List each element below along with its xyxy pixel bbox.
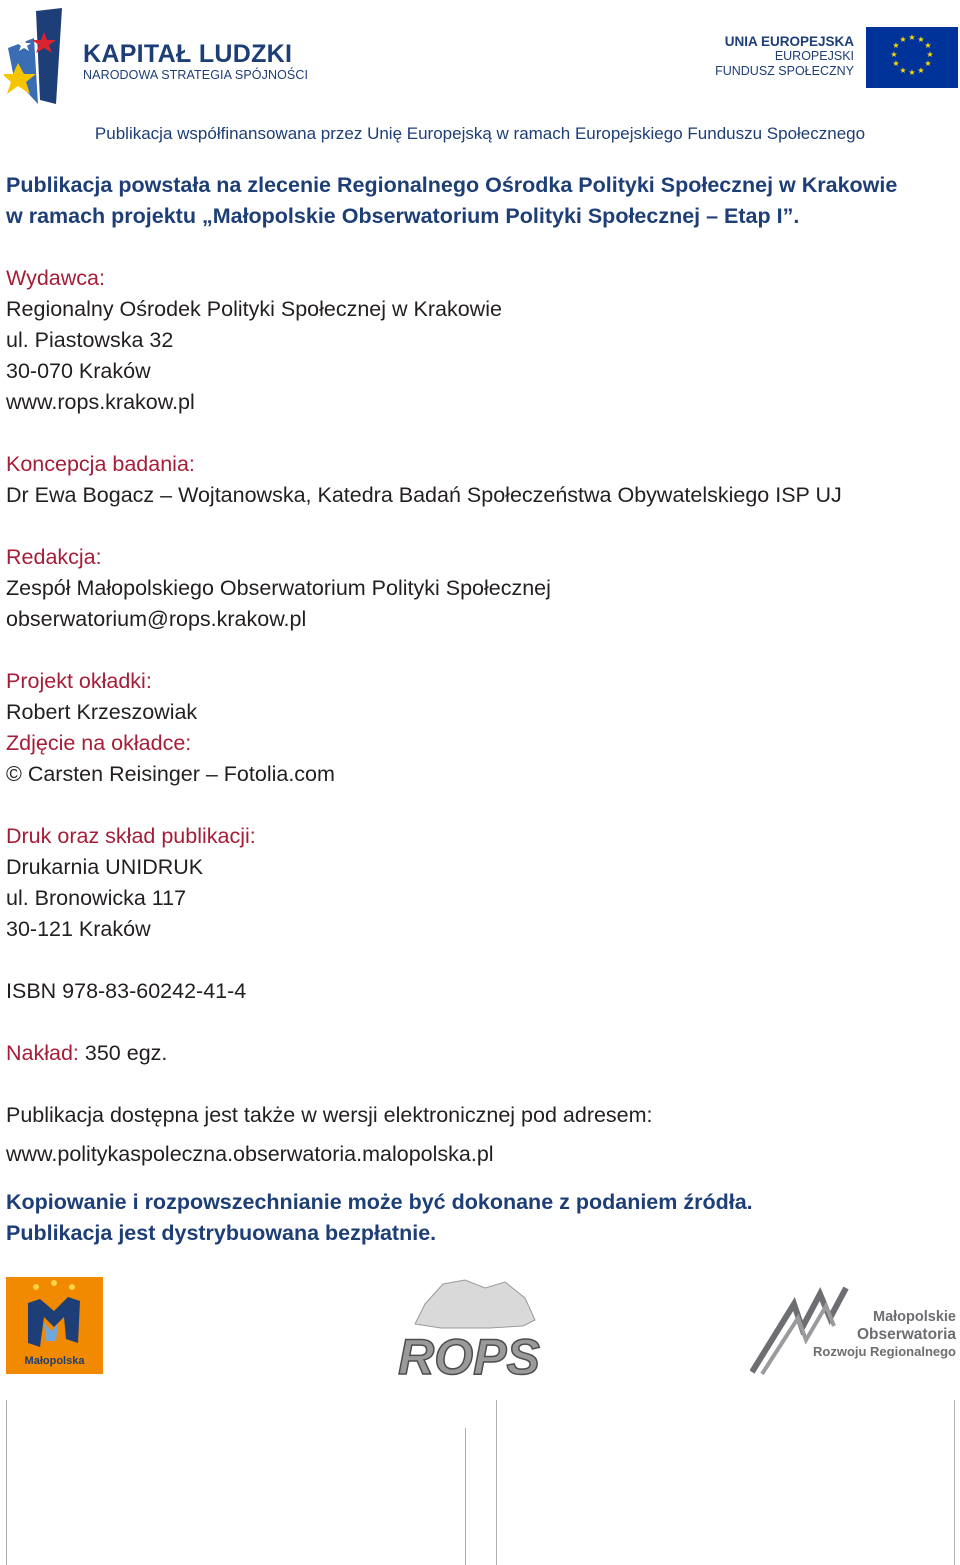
cover-label: Projekt okładki:: [6, 669, 152, 693]
intro-line-1: Publikacja powstała na zlecenie Regionalnego Ośrodka Polityki Społecznej w Krakowie: [6, 173, 898, 197]
cofinancing-note: Publikacja współfinansowana przez Unię Europejską w ramach Europejskiego Funduszu Społecznego: [94, 124, 866, 143]
svg-text:★: ★: [924, 59, 932, 68]
photo-label: Zdjęcie na okładce:: [6, 731, 192, 755]
imprint-content: [6, 170, 951, 1249]
kapital-ludzki-title: KAPITAŁ LUDZKI: [83, 40, 293, 68]
electronic-note: Publikacja dostępna jest także w wersji elektronicznej pod adresem:: [6, 1103, 653, 1127]
photo-credit: © Carsten Reisinger – Fotolia.com: [6, 762, 335, 786]
printer-street: ul. Bronowicka 117: [6, 886, 187, 910]
editing-team: Zespół Małopolskiego Obserwatorium Polityki Społecznej: [6, 576, 551, 600]
printer-name: Drukarnia UNIDRUK: [6, 855, 204, 879]
eu-logo-text: [715, 34, 854, 79]
svg-text:★: ★: [917, 35, 925, 44]
svg-text:★: ★: [917, 66, 925, 75]
cover-designer: Robert Krzeszowiak: [6, 700, 198, 724]
copy-notice: Kopiowanie i rozpowszechnianie może być dokonane z podaniem źródła.: [6, 1190, 753, 1214]
malopolskie-obserwatoria-logo: [750, 1284, 960, 1379]
divider-line: [465, 1428, 466, 1565]
publisher-www: www.rops.krakow.pl: [6, 390, 195, 414]
divider-line: [6, 1400, 7, 1565]
eu-line-2: EUROPEJSKI: [774, 49, 854, 63]
svg-text:★: ★: [892, 41, 900, 50]
divider-line: [496, 1400, 497, 1565]
concept-label: Koncepcja badania:: [6, 452, 195, 476]
eu-line-1: UNIA EUROPEJSKA: [724, 34, 854, 49]
svg-text:★: ★: [899, 35, 907, 44]
rops-logo-label: ROPS: [398, 1329, 540, 1378]
svg-text:★: ★: [892, 59, 900, 68]
publisher-city: 30-070 Kraków: [6, 359, 151, 383]
kapital-ludzki-subtitle: NARODOWA STRATEGIA SPÓJNOŚCI: [83, 68, 309, 82]
electronic-url: www.politykaspoleczna.obserwatoria.malopolska.pl: [6, 1142, 494, 1166]
svg-text:★: ★: [899, 66, 907, 75]
svg-text:★: ★: [908, 33, 916, 42]
svg-text:★: ★: [924, 41, 932, 50]
editing-label: Redakcja:: [6, 545, 102, 569]
svg-text:★: ★: [926, 50, 934, 59]
obs-line-1: Małopolskie: [873, 1309, 956, 1325]
malopolska-logo-label: Małopolska: [24, 1355, 85, 1367]
eu-flag-icon: [866, 27, 958, 88]
circulation-value: 350 egz.: [84, 1041, 168, 1065]
publisher-name: Regionalny Ośrodek Polityki Społecznej w Krakowie: [6, 297, 502, 321]
obs-line-2: Obserwatoria: [856, 1326, 956, 1343]
eu-line-3: FUNDUSZ SPOŁECZNY: [715, 64, 854, 78]
malopolska-logo: [6, 1277, 103, 1374]
svg-text:★: ★: [908, 68, 916, 77]
divider-line: [954, 1400, 955, 1565]
isbn: ISBN 978-83-60242-41-4: [6, 979, 247, 1003]
free-distribution-notice: Publikacja jest dystrybuowana bezpłatnie.: [6, 1221, 437, 1245]
svg-text:★: ★: [890, 50, 898, 59]
rops-logo: [385, 1276, 550, 1378]
concept-value: Dr Ewa Bogacz – Wojtanowska, Katedra Badań Społeczeństwa Obywatelskiego ISP UJ: [6, 483, 842, 507]
publisher-label: Wydawca:: [6, 266, 105, 290]
intro-line-2: w ramach projektu „Małopolskie Obserwatorium Polityki Społecznej – Etap I”.: [6, 204, 800, 228]
editing-email: obserwatorium@rops.krakow.pl: [6, 607, 307, 631]
circulation: [6, 1038, 951, 1069]
publisher-street: ul. Piastowska 32: [6, 328, 174, 352]
obs-line-3: Rozwoju Regionalnego: [813, 1344, 956, 1359]
printer-city: 30-121 Kraków: [6, 917, 151, 941]
print-label: Druk oraz skład publikacji:: [6, 824, 256, 848]
circulation-label: Nakład:: [6, 1041, 79, 1065]
